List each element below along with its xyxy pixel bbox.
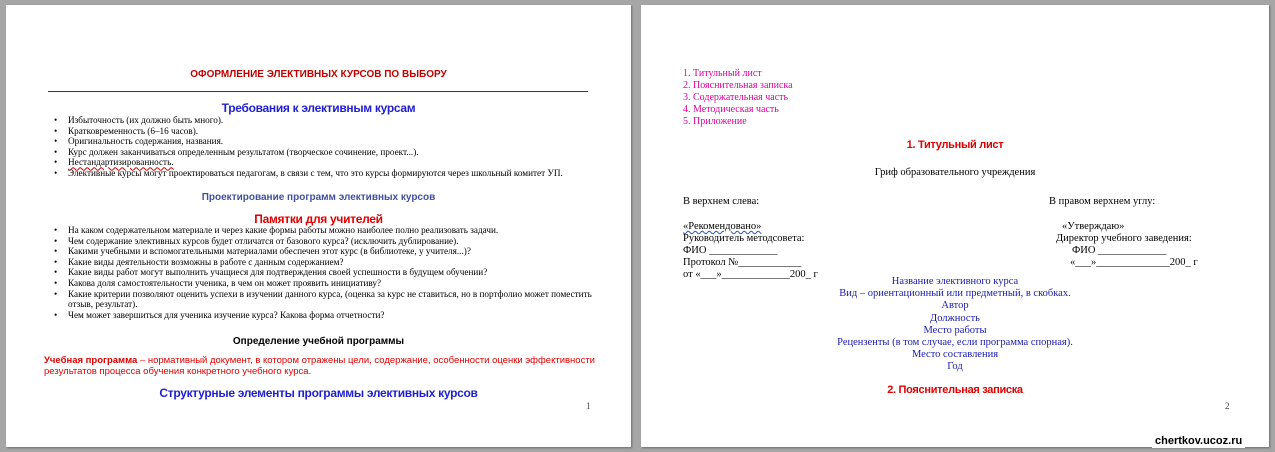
list-item: • Оригинальность содержания, названия. [44, 136, 563, 147]
toc-item: 1. Титульный лист [683, 68, 762, 79]
list-item: • Чем может завершиться для ученика изучение курса? Какова форма отчетности? [44, 310, 592, 321]
heading-design: Проектирование программ элективных курсов [201, 192, 436, 203]
toc-item: 4. Методическая часть [683, 104, 779, 115]
list-item: • Нестандартизированность. [44, 157, 563, 168]
document-page-2 [641, 5, 1269, 447]
watermark: chertkov.ucoz.ru [1152, 434, 1245, 448]
field-type: Вид – ориентационный или предметный, в скобках. [839, 288, 1071, 300]
fio-line: ФИО _____________ [1072, 245, 1167, 256]
heading-title-page: 1. Титульный лист [906, 139, 1004, 151]
page-title: ОФОРМЛЕНИЕ ЭЛЕКТИВНЫХ КУРСОВ ПО ВЫБОРУ [190, 69, 447, 80]
toc-item: 5. Приложение [683, 116, 747, 127]
left-approval-block [683, 221, 818, 281]
field-workplace: Место работы [923, 324, 987, 336]
document-page-1 [6, 5, 631, 447]
heading-explanatory-note: 2. Пояснительная записка [887, 384, 1023, 396]
field-place: Место составления [911, 349, 999, 361]
approve-line: «Утверждаю» [1062, 221, 1125, 232]
list-item: • Какова доля самостоятельности ученика, в чем он может проявить инициативу? [44, 278, 592, 289]
title-divider [48, 91, 588, 92]
definition-term: Учебная программа [44, 355, 138, 366]
heading-requirements: Требования к элективным курсам [221, 101, 416, 115]
page-number: 2 [1225, 401, 1230, 411]
right-corner-label: В правом верхнем углу: [1049, 196, 1156, 207]
definition-paragraph [44, 355, 595, 377]
toc-item: 3. Содержательная часть [683, 92, 789, 103]
list-item: • Чем содержание элективных курсов будет отличатся от базового курса? (исключить дублирование). [44, 236, 592, 247]
title-page-fields [641, 276, 1269, 374]
list-item: • Кратковременность (6–16 часов). [44, 126, 563, 137]
recommended-line: «Рекомендовано» [683, 221, 762, 232]
list-item: • Курс должен заканчиваться определенным результатом (творческое сочинение, проект...). [44, 147, 563, 158]
list-item: • Какими учебными и вспомогательными материалами обеспечен этот курс (в библиотеке, у учителя...)? [44, 246, 592, 257]
date-line: «___»______________200_ г [1070, 257, 1198, 268]
date-line: от «___»_____________200_ г [683, 269, 818, 280]
page-number: 1 [586, 401, 591, 411]
fio-line: ФИО _____________ [683, 245, 778, 256]
field-year: Год [947, 361, 963, 373]
list-item-continuation: отзыв, результат). [68, 299, 138, 310]
heading-definition: Определение учебной программы [232, 336, 405, 347]
definition-text-2: результатов процесса обучения конкретного учебного курса. [44, 366, 312, 377]
left-corner-label [683, 196, 759, 207]
left-corner-text: В верхнем слева: [683, 196, 760, 207]
stamp-line: Гриф образовательного учреждения [874, 167, 1036, 178]
list-item: • Какие виды работ могут выполнить учащиеся для подтверждения своей успешности в будущем обучении? [44, 267, 592, 278]
heading-structure: Структурные элементы программы элективных курсов [159, 386, 478, 400]
supervisor-line: Руководитель методсовета: [683, 233, 805, 244]
field-course-name: Название элективного курса [891, 276, 1019, 287]
requirements-list [44, 115, 563, 179]
director-line: Директор учебного заведения: [1056, 233, 1192, 244]
protocol-line: Протокол №____________ [683, 257, 802, 268]
field-author: Автор [941, 300, 969, 312]
definition-text: – нормативный документ, в котором отражены цели, содержание, особенности оценки эффективности [137, 355, 595, 366]
toc-item: 2. Пояснительная записка [683, 80, 793, 91]
field-reviewers: Рецензенты (в том случае, если программа спорная). [837, 337, 1073, 349]
list-item: • Элективные курсы могут проектироваться педагогам, в связи с тем, что это курсы формируются через школьный комитет УП. [44, 168, 563, 179]
memo-list [44, 225, 592, 320]
list-item: • Избыточность (их должно быть много). [44, 115, 563, 126]
field-position: Должность [930, 312, 980, 324]
heading-memo: Памятки для учителей [254, 212, 383, 226]
table-of-contents [683, 68, 793, 128]
list-item: • Какие виды деятельности возможны в работе с данным содержанием? [44, 257, 592, 268]
list-item: • На каком содержательном материале и через какие формы работы можно наиболее полно реализовать задачи. [44, 225, 592, 236]
right-approval-block [1056, 221, 1198, 269]
list-item: • Какие критерии позволяют оценить успехи в изучении данного курса, (оценка за курс не ставиться, но в портфолио может поместить [44, 289, 592, 300]
